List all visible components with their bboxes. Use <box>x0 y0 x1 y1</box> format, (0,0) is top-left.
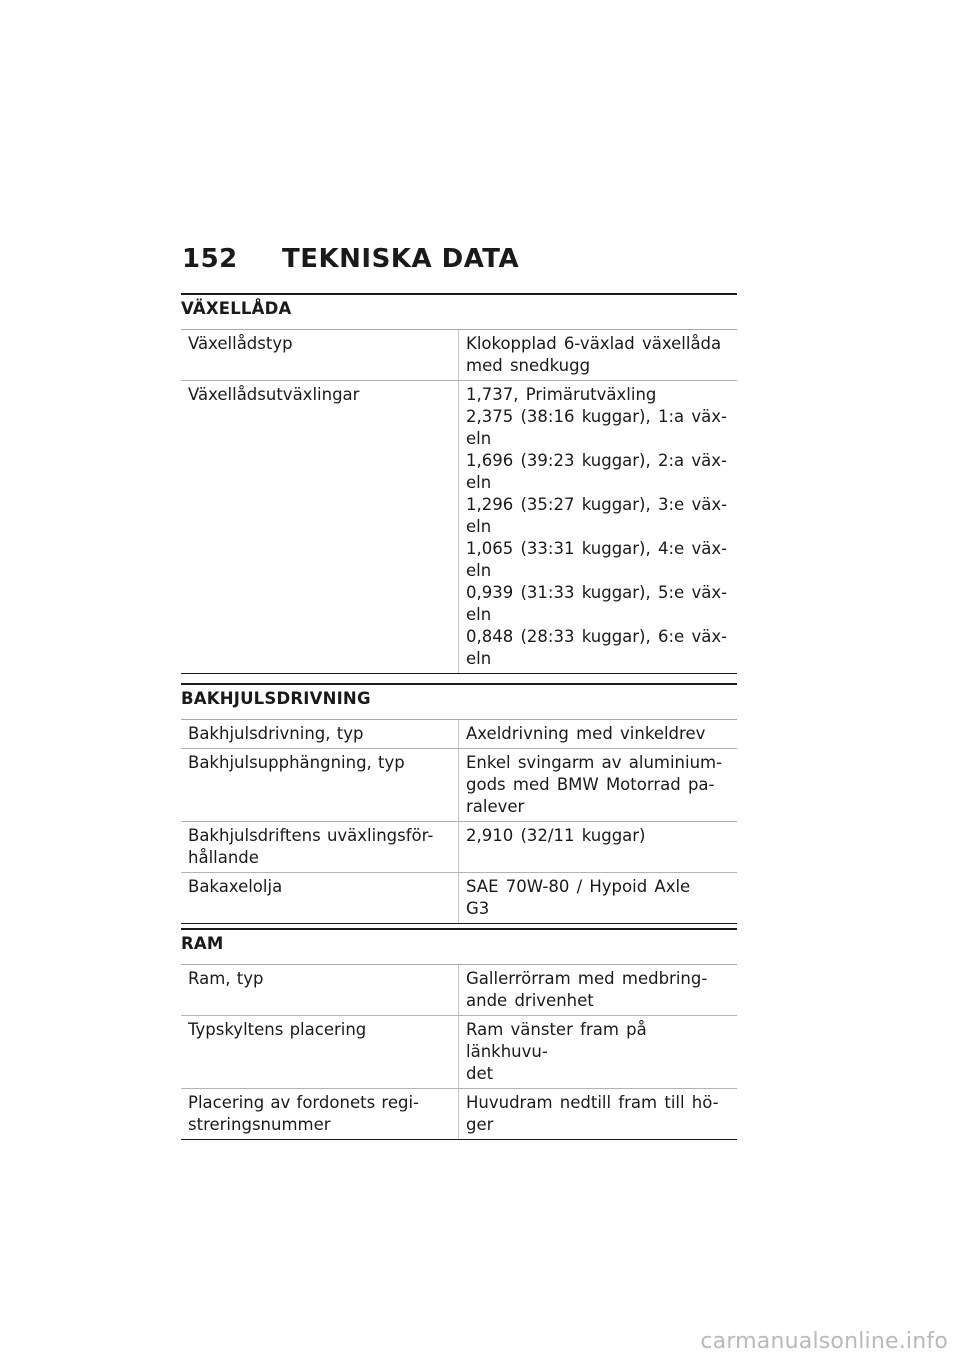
label-line: Placering av fordonets regi- <box>188 1093 420 1112</box>
row-label <box>181 381 459 673</box>
row-label <box>181 1089 459 1139</box>
watermark: carmanualsonline.info <box>700 1329 948 1354</box>
table-row <box>181 720 737 749</box>
value-line: eln <box>466 473 492 492</box>
value-line: det <box>466 1064 494 1083</box>
value-line: G3 <box>466 899 490 918</box>
row-value <box>459 965 737 1015</box>
table-row <box>181 822 737 873</box>
label-line: streringsnummer <box>188 1115 331 1134</box>
value-line: eln <box>466 429 492 448</box>
label-line: Ram, typ <box>188 969 264 988</box>
value-line: 1,065 (33:31 kuggar), 4:e väx- <box>466 539 728 558</box>
value-line: 1,737, Primärutväxling <box>466 385 657 404</box>
section-title: RAM <box>181 930 737 965</box>
section-gearbox <box>181 293 737 674</box>
row-value <box>459 873 737 923</box>
table-row <box>181 873 737 924</box>
label-line: Växellådsutväxlingar <box>188 385 360 404</box>
value-line: 0,848 (28:33 kuggar), 6:e väx- <box>466 627 728 646</box>
value-line: Huvudram nedtill fram till hö- <box>466 1093 719 1112</box>
value-line: Enkel svingarm av aluminium- <box>466 753 723 772</box>
value-line: 1,296 (35:27 kuggar), 3:e väx- <box>466 495 728 514</box>
page-number: 152 <box>182 244 238 274</box>
row-value <box>459 1016 737 1088</box>
section-title: BAKHJULSDRIVNING <box>181 685 737 720</box>
value-line: gods med BMW Motorrad pa- <box>466 775 715 794</box>
label-line: Bakaxelolja <box>188 877 283 896</box>
value-line: ger <box>466 1115 494 1134</box>
section-rear-wheel-drive <box>181 683 737 924</box>
row-value <box>459 381 737 673</box>
value-line: 1,696 (39:23 kuggar), 2:a väx- <box>466 451 727 470</box>
table-row <box>181 749 737 822</box>
label-line: Typskyltens placering <box>188 1020 367 1039</box>
value-line: 2,375 (38:16 kuggar), 1:a väx- <box>466 407 727 426</box>
value-line: eln <box>466 649 492 668</box>
row-value <box>459 1089 737 1139</box>
row-label <box>181 749 459 821</box>
table-row <box>181 965 737 1016</box>
value-line: Gallerrörram med medbring- <box>466 969 708 988</box>
label-line: hållande <box>188 848 259 867</box>
section-title: VÄXELLÅDA <box>181 295 737 330</box>
value-line: Klokopplad 6-växlad växellåda <box>466 334 722 353</box>
value-line: ande drivenhet <box>466 991 594 1010</box>
row-label <box>181 822 459 872</box>
row-label <box>181 1016 459 1088</box>
row-value <box>459 749 737 821</box>
row-label <box>181 873 459 923</box>
label-line: Växellådstyp <box>188 334 293 353</box>
row-value <box>459 330 737 380</box>
label-line: Bakhjulsdriftens uväxlingsför- <box>188 826 434 845</box>
value-line: 2,910 (32/11 kuggar) <box>466 826 646 845</box>
value-line: SAE 70W-80 / Hypoid Axle <box>466 877 691 896</box>
value-line: eln <box>466 605 492 624</box>
value-line: Axeldrivning med vinkeldrev <box>466 724 706 743</box>
row-label <box>181 330 459 380</box>
table-row <box>181 381 737 674</box>
value-line: 0,939 (31:33 kuggar), 5:e väx- <box>466 583 728 602</box>
table-row <box>181 1089 737 1140</box>
row-label <box>181 965 459 1015</box>
page-header <box>182 244 519 274</box>
value-line: eln <box>466 561 492 580</box>
row-label <box>181 720 459 748</box>
value-line: Ram vänster fram på länkhuvu- <box>466 1020 647 1061</box>
row-value <box>459 822 737 872</box>
value-line: ralever <box>466 797 525 816</box>
row-value <box>459 720 737 748</box>
table-row <box>181 1016 737 1089</box>
label-line: Bakhjulsdrivning, typ <box>188 724 364 743</box>
table-row <box>181 330 737 381</box>
page-title: TEKNISKA DATA <box>282 244 520 274</box>
value-line: med snedkugg <box>466 356 591 375</box>
value-line: eln <box>466 517 492 536</box>
section-frame <box>181 928 737 1140</box>
label-line: Bakhjulsupphängning, typ <box>188 753 405 772</box>
